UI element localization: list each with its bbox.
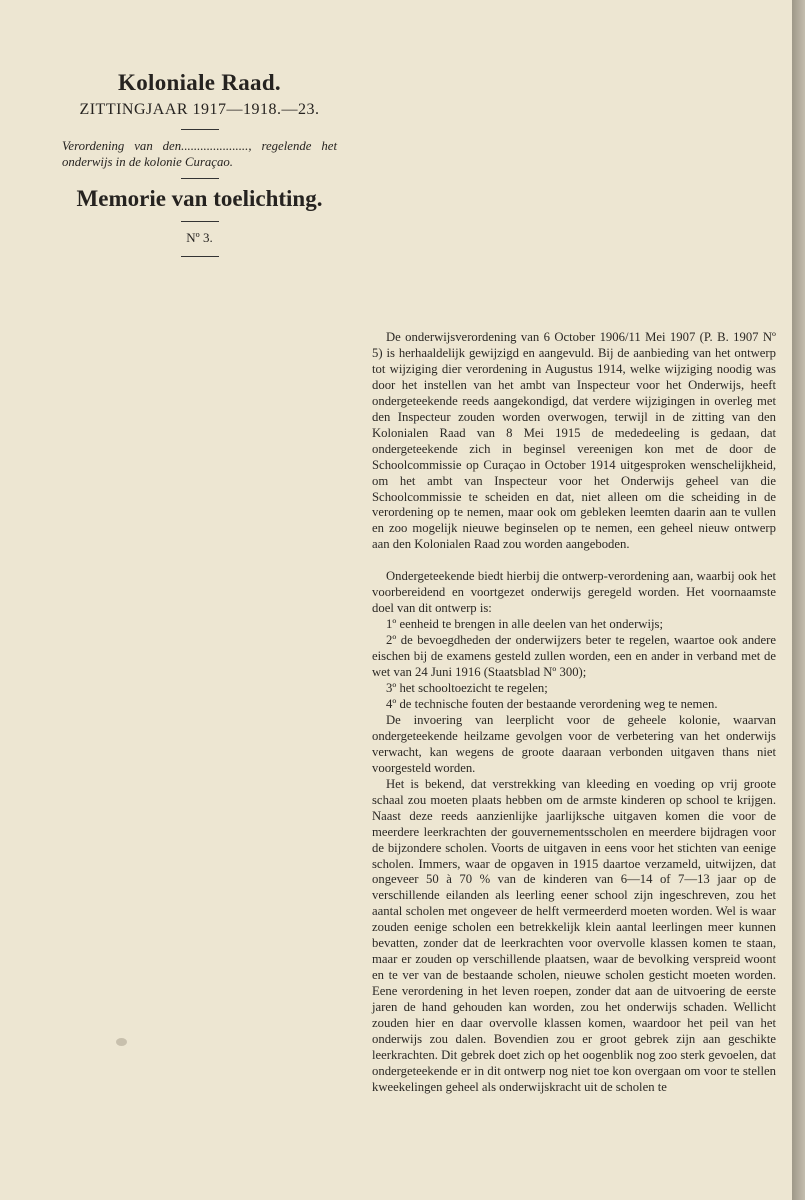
page-edge (792, 0, 805, 1200)
divider (181, 129, 219, 130)
council-title: Koloniale Raad. (118, 70, 281, 95)
paragraph-compulsory-education: De invoering van leerplicht voor de geheele kolonie, waarvan ondergeteekende heilzame gevolgen voor de verbetering van het onderwijs verwacht, kan wegens de groote daaraan verbonden uitgaven thans niet voorgesteld worden. (372, 712, 776, 775)
ordinance-title: Verordening van den....................., regelende het onderwijs in de kolonie Curaçao. (62, 139, 337, 170)
divider (181, 221, 219, 222)
paragraph-intro: De onderwijsverordening van 6 October 1906/11 Mei 1907 (P. B. 1907 Nº 5) is herhaaldelijk gewijzigd en aangevuld. Bij de aanbieding van het ontwerp tot wijziging dier verordening in Augustus 1914, welke wijziging noodig was door het instellen van het ambt van Inspecteur voor het Onderwijs, heeft ondergeteekende reeds aangekondigd, dat verdere wijzigingen in overleg met den Inspecteur zouden worden overwogen, terwijl in de zitting van den Kolonialen Raad van 8 Mei 1915 de mededeeling is gedaan, dat ondergeteekende zich in beginsel vereenigen kon met de door de Schoolcommissie op Curaçao in October 1914 uitgesproken wenschelijkheid, om het ambt van Inspecteur voor het Onderwijs geheel van die Schoolcommissie te scheiden en dat, niet alleen om die scheiding in de verordening op te nemen, maar ook om gebleken leemten daarin aan te vullen en zoo mogelijk nieuwe beginselen op te nemen, een geheel nieuw ontwerp aan den Kolonialen Raad zou worden aangeboden. (372, 330, 776, 552)
document-header (62, 70, 337, 257)
divider (181, 256, 219, 257)
memo-title: Memorie van toelichting. (76, 186, 323, 212)
memo-body (372, 330, 776, 1096)
memo-number: Nº 3. (186, 229, 213, 245)
paper-stain (116, 1038, 127, 1046)
paragraph-purpose: Ondergeteekende biedt hierbij die ontwerp-verordening aan, waarbij ook het voorbereidend en voortgezet onderwijs geregeld worden. Het voornaamste doel van dit ontwerp is: (372, 569, 776, 616)
divider (181, 178, 219, 179)
purpose-item-4: 4º de technische fouten der bestaande verordening weg te nemen. (386, 696, 718, 711)
paragraph-costs: Het is bekend, dat verstrekking van kleeding en voeding op vrij groote schaal zou moeten plaats hebben om de armste kinderen op school te krijgen. Naast deze reeds aanzienlijke jaarlijksche uitgaven komen die voor de meerdere leerkrachten der gouvernementsscholen en meerdere bijdragen voor de bijzondere scholen. Voorts de uitgaven in eens voor het stichten van eenige scholen. Immers, waar de opgaven in 1915 daartoe verzameld, uitwijzen, dat ongeveer 50 à 70 % van de kinderen van 6—14 of 7—13 jaar op de verschillende eilanden als leerling eener school zijn ingeschreven, zou het aantal scholen met ongeveer de helft vermeerderd moeten worden. Wel is waar zouden eenige scholen een betrekkelijk klein aantal leerlingen meer kunnen bevatten, zonder dat de leerkrachten voor overvolle klassen komen te staan, maar er zouden op verschillende plaatsen, waar de bevolking verspreid woont en te ver van de bestaande scholen, nieuwe scholen gesticht moeten worden. Eene verordening in het leven roepen, zonder dat aan de uitvoering de eerste jaren de hand gehouden kan worden, zou het onderwijs schaden. Wellicht zouden hier en daar overvolle klassen komen, waardoor het peil van het onderwijs zou dalen. Bovendien zou er groot gebrek zijn aan geschikte leerkrachten. Dit gebrek doet zich op het oogenblik nog zoo sterk gevoelen, dat ondergeteekende er in dit ontwerp nog niet toe kon overgaan om voor te stellen kweekelingen geheel als onderwijskracht uit de scholen te (372, 776, 776, 1094)
purpose-item-2: 2º de bevoegdheden der onderwijzers beter te regelen, waartoe ook andere eischen bij de examens gesteld zullen worden, een en ander in verband met de wet van 24 Juni 1916 (Staatsblad Nº 300); (372, 633, 776, 680)
purpose-item-1: 1º eenheid te brengen in alle deelen van het onderwijs; (386, 617, 663, 632)
purpose-item-3: 3º het schooltoezicht te regelen; (386, 681, 548, 696)
session-year: ZITTINGJAAR 1917—1918.—23. (79, 101, 320, 119)
